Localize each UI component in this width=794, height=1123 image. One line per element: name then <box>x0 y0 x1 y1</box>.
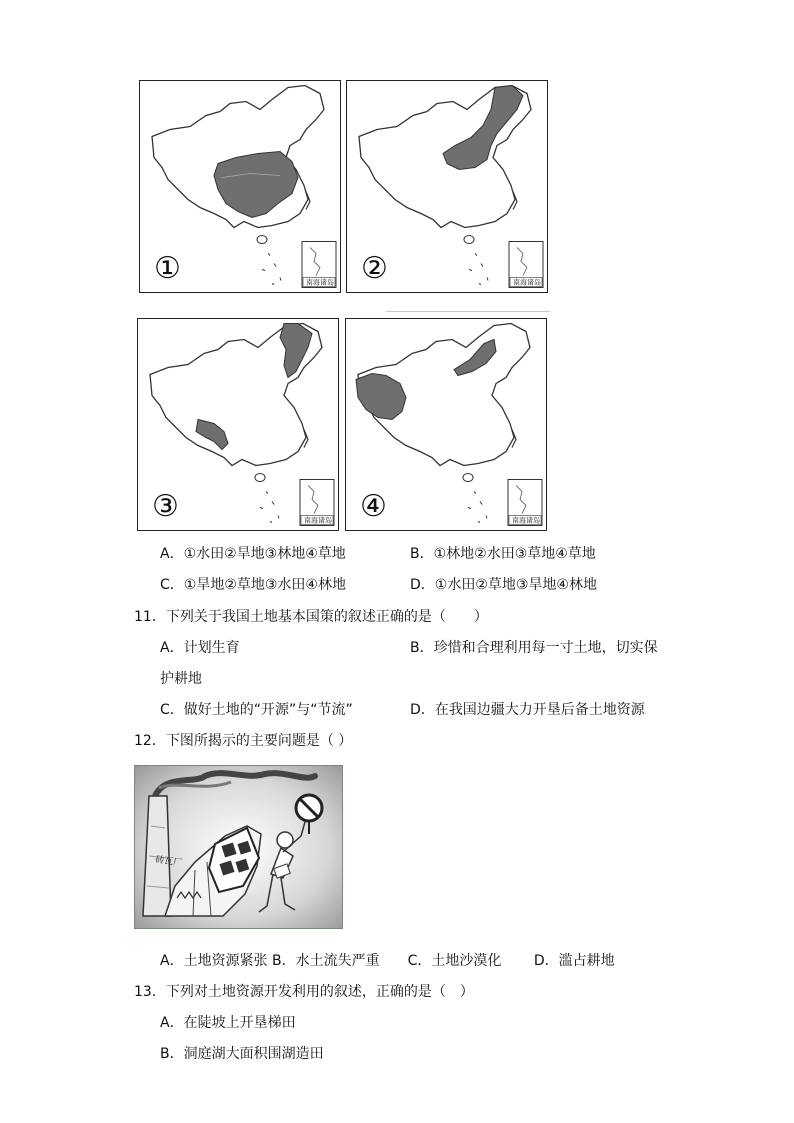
q11-option-d: D．在我国边疆大力开垦后备土地资源 <box>410 702 645 718</box>
q11-option-c: C．做好土地的“开源”与“节流” <box>160 702 353 718</box>
q10-option-d: D．①水田②草地③旱地④林地 <box>410 577 597 593</box>
cartoon-factory-label: 砖瓦厂 <box>154 855 183 869</box>
map-3 <box>137 318 339 531</box>
q10-option-b: B．①林地②水田③草地④草地 <box>410 546 596 562</box>
q11-stem: 11．下列关于我国土地基本国策的叙述正确的是（ ） <box>134 609 488 625</box>
q11-option-a: A．计划生育 <box>160 640 240 656</box>
map-label: ③ <box>152 489 179 524</box>
map-4 <box>345 318 547 531</box>
q10-option-c: C．①旱地②草地③水田④林地 <box>160 577 346 593</box>
map-2 <box>346 80 548 293</box>
q12-cartoon-image <box>134 765 343 929</box>
q13-stem: 13．下列对土地资源开发利用的叙述，正确的是（ ） <box>134 984 474 1000</box>
q10-option-a: A．①水田②旱地③林地④草地 <box>160 546 346 562</box>
inset-label: 南海诸岛 <box>306 278 334 287</box>
divider-line <box>386 311 550 312</box>
inset-label: 南海诸岛 <box>304 516 332 525</box>
inset-label: 南海诸岛 <box>513 278 541 287</box>
q11-option-b: B．珍惜和合理利用每一寸土地，切实保 <box>410 640 658 656</box>
map-1 <box>139 80 341 293</box>
q12-options: A．土地资源紧张 B．水土流失严重 C．土地沙漠化 D．滥占耕地 <box>160 953 615 969</box>
q11-option-b-continued: 护耕地 <box>160 671 202 687</box>
inset-label: 南海诸岛 <box>512 516 540 525</box>
q13-option-b: B．洞庭湖大面积围湖造田 <box>160 1046 324 1062</box>
map-label: ② <box>361 251 388 286</box>
map-label: ④ <box>360 489 387 524</box>
q13-option-a: A．在陡坡上开垦梯田 <box>160 1015 296 1031</box>
cartoon-illustration <box>135 766 343 929</box>
map-label: ① <box>154 251 181 286</box>
q12-stem: 12．下图所揭示的主要问题是（ ） <box>134 733 353 749</box>
